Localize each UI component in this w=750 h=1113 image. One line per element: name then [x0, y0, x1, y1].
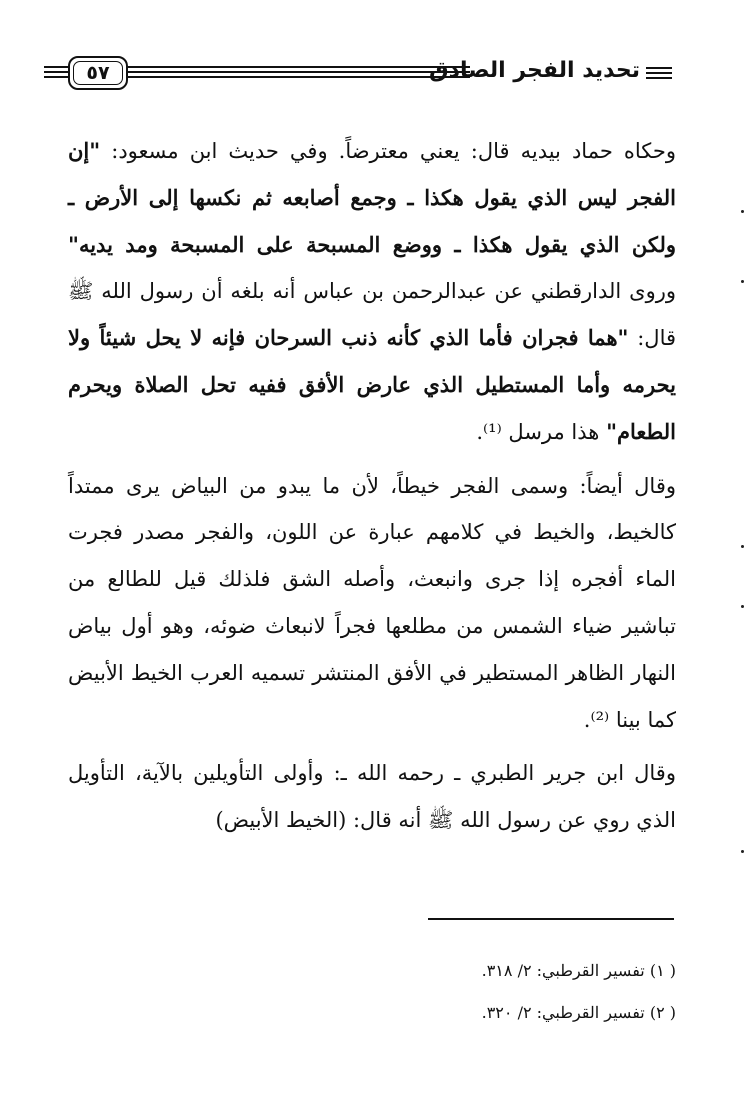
- footnotes: [300, 950, 676, 1034]
- page-number-box: [68, 56, 128, 90]
- hadith-quote: "إن الفجر ليس الذي يقول هكذا ـ وجمع أصابعه ثم نكسها إلى الأرض ـ ولكن الذي يقول هكذا ـ ووضع المسبحة على المسبحة ومد يديه": [68, 138, 676, 257]
- scan-speck: [741, 545, 744, 548]
- scan-speck: [741, 850, 744, 853]
- header-ornament-right: [646, 67, 672, 82]
- paragraph-1: [68, 128, 676, 456]
- hadith-quote: "هما فجران فأما الذي كأنه ذنب السرحان فإنه لا يحل شيئاً ولا يحرمه وأما المستطيل الذي عارض الأفق ففيه تحل الصلاة ويحرم الطعام": [68, 325, 676, 444]
- running-title: تحديد الفجر الصادق: [429, 58, 640, 83]
- header-rule: [128, 66, 470, 83]
- page-number: ٥٧: [86, 62, 110, 84]
- scan-speck: [741, 605, 744, 608]
- text-segment: وحكاه حماد بيديه قال: يعني معترضاً. وفي حديث ابن مسعود:: [100, 139, 676, 163]
- paragraph-3: [68, 750, 676, 844]
- footnote-2: ( ٢) تفسير القرطبي: ٢/ ٣٢٠.: [481, 1003, 676, 1022]
- main-text: [68, 128, 676, 844]
- footnote-1: ( ١) تفسير القرطبي: ٢/ ٣١٨.: [481, 961, 676, 980]
- paragraph-2: [68, 463, 676, 744]
- text-segment: هذا مرسل ⁽¹⁾.: [476, 419, 600, 444]
- page-header: [44, 56, 672, 96]
- scan-speck: [741, 210, 744, 213]
- header-ornament-left: [44, 66, 68, 81]
- text-segment: وقال أيضاً: وسمى الفجر خيطاً، لأن ما يبدو من البياض يرى ممتداً كالخيط، والخيط في كلامهم عبارة عن اللون، والفجر مصدر فجرت الماء أفجره إذا جرى وانبعث، وأصله الشق فلذلك قيل للطالع من تباشير ضياء الشمس من مطلعها فجراً لانبعاث ضوئه، وهو أول بياض النهار الظاهر المستطير في الأفق المنتشر تسميه العرب الخيط الأبيض كما بينا ⁽²⁾.: [68, 473, 677, 732]
- text-segment: وروى الدارقطني عن عبدالرحمن بن عباس أنه بلغه أن رسول الله ﷺ قال:: [68, 279, 677, 351]
- text-segment: وقال ابن جرير الطبري ـ رحمه الله ـ: وأولى التأويلين بالآية، التأويل الذي روي عن رسول الله ﷺ أنه قال: (الخيط الأبيض): [68, 761, 676, 833]
- footnote-separator: [428, 918, 674, 920]
- scan-speck: [741, 280, 744, 283]
